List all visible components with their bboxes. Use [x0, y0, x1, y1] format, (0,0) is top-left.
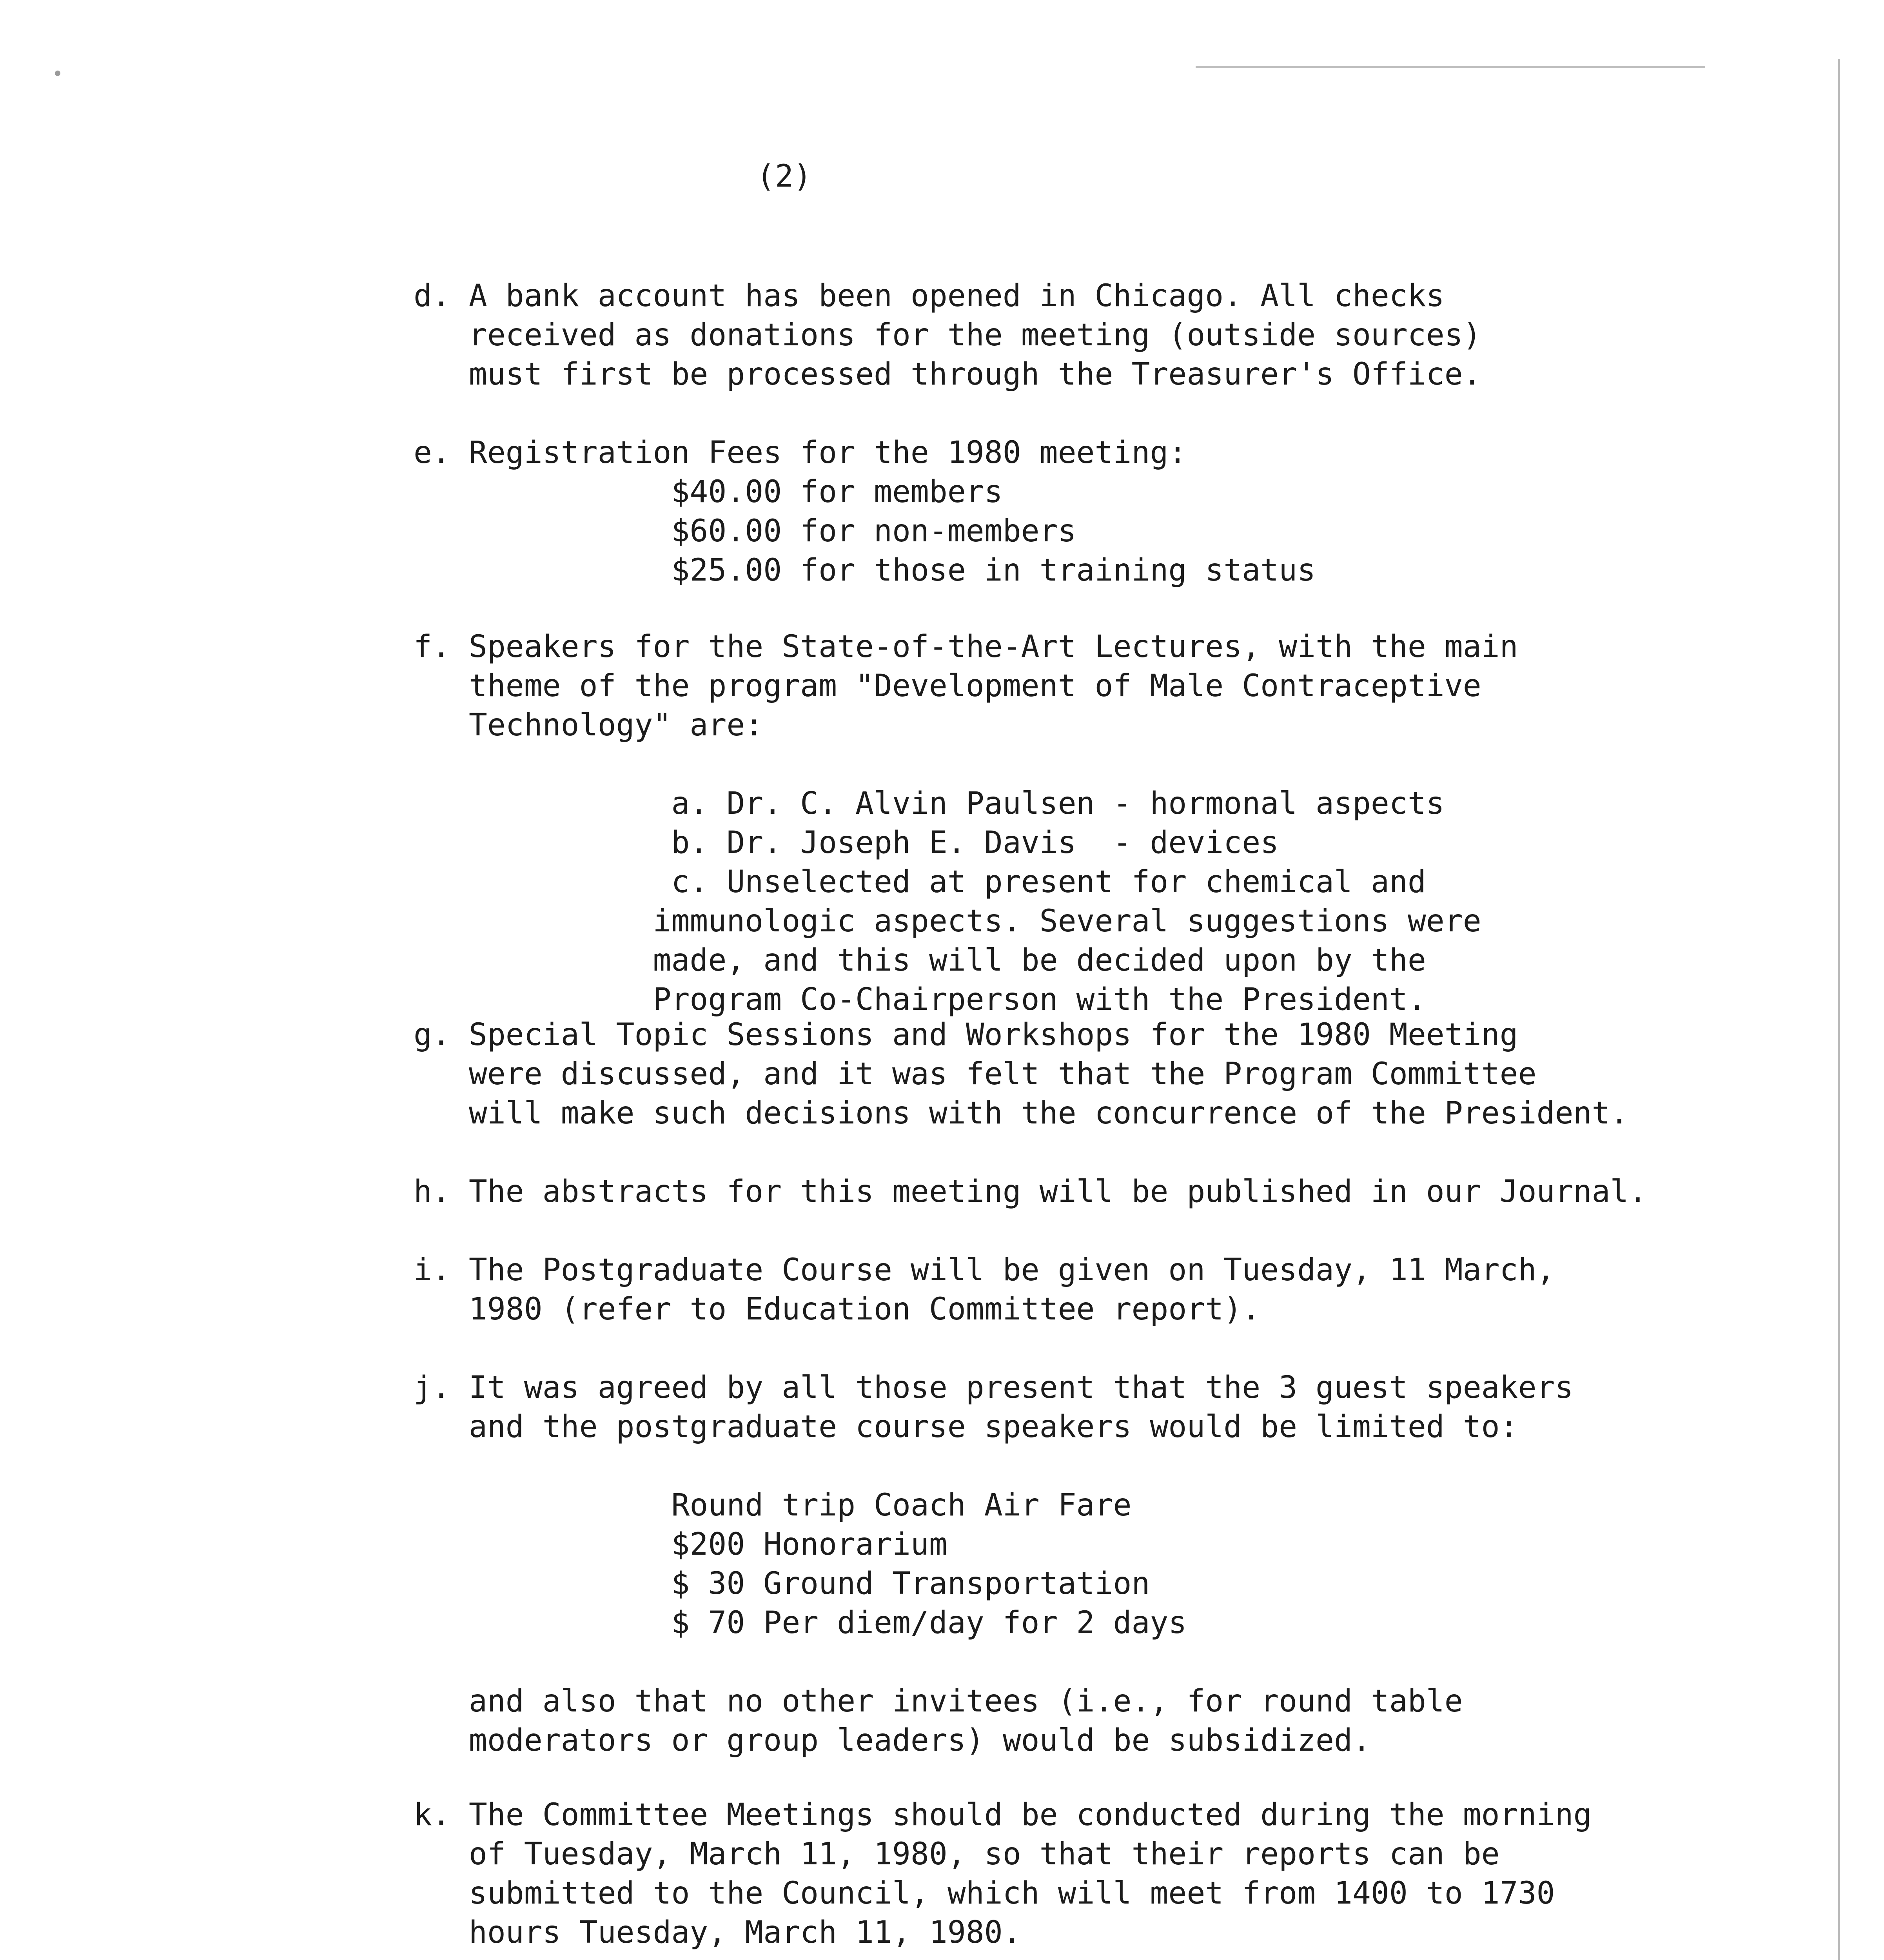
item-k-line: of Tuesday, March 11, 1980, so that their reports can be	[414, 1837, 1500, 1872]
item-e-line: $25.00 for those in training status	[414, 553, 1316, 588]
scan-speck	[55, 71, 60, 76]
item-f-line: f. Speakers for the State-of-the-Art Lectures, with the main	[414, 629, 1518, 664]
item-j-line: and the postgraduate course speakers would be limited to:	[414, 1409, 1518, 1445]
item-i-line: 1980 (refer to Education Committee report).	[414, 1292, 1261, 1327]
item-d-line: d. A bank account has been opened in Chicago. All checks	[414, 278, 1445, 314]
item-h-line: h. The abstracts for this meeting will be published in our Journal.	[414, 1174, 1647, 1209]
item-f-line: Technology" are:	[414, 708, 764, 743]
item-f-line: immunologic aspects. Several suggestions were	[414, 904, 1481, 939]
item-f-line: made, and this will be decided upon by the	[414, 943, 1426, 978]
item-e-line: $60.00 for non-members	[414, 514, 1076, 549]
item-f-line: c. Unselected at present for chemical and	[414, 864, 1426, 900]
page-number: (2)	[757, 159, 812, 194]
item-f-line: Program Co-Chairperson with the President.	[414, 982, 1426, 1017]
item-j-line: $ 30 Ground Transportation	[414, 1566, 1150, 1601]
item-j-line: j. It was agreed by all those present that the 3 guest speakers	[414, 1370, 1574, 1405]
item-f-line: theme of the program "Development of Male Contraceptive	[414, 668, 1481, 704]
item-k-line: hours Tuesday, March 11, 1980.	[414, 1915, 1021, 1950]
item-j-line: moderators or group leaders) would be subsidized.	[414, 1723, 1371, 1758]
item-g-line: will make such decisions with the concurrence of the President.	[414, 1096, 1629, 1131]
item-i-line: i. The Postgraduate Course will be given on Tuesday, 11 March,	[414, 1252, 1555, 1288]
item-k-line: k. The Committee Meetings should be conducted during the morning	[414, 1797, 1592, 1833]
item-e-line: e. Registration Fees for the 1980 meeting:	[414, 435, 1187, 470]
item-j-line: Round trip Coach Air Fare	[414, 1488, 1132, 1523]
item-g-line: were discussed, and it was felt that the Program Committee	[414, 1056, 1537, 1092]
item-j-line: $ 70 Per diem/day for 2 days	[414, 1605, 1187, 1641]
scan-rule-right	[1838, 59, 1840, 1960]
item-f-line: a. Dr. C. Alvin Paulsen - hormonal aspects	[414, 786, 1445, 821]
item-f-line: b. Dr. Joseph E. Davis - devices	[414, 825, 1279, 860]
scan-rule-top	[1196, 66, 1705, 68]
item-d-line: received as donations for the meeting (outside sources)	[414, 318, 1481, 353]
item-j-line: $200 Honorarium	[414, 1527, 947, 1562]
item-e-line: $40.00 for members	[414, 474, 1003, 510]
item-j-line: and also that no other invitees (i.e., for round table	[414, 1684, 1463, 1719]
item-d-line: must first be processed through the Treasurer's Office.	[414, 357, 1481, 392]
item-k-line: submitted to the Council, which will meet from 1400 to 1730	[414, 1876, 1555, 1911]
item-g-line: g. Special Topic Sessions and Workshops for the 1980 Meeting	[414, 1017, 1518, 1053]
